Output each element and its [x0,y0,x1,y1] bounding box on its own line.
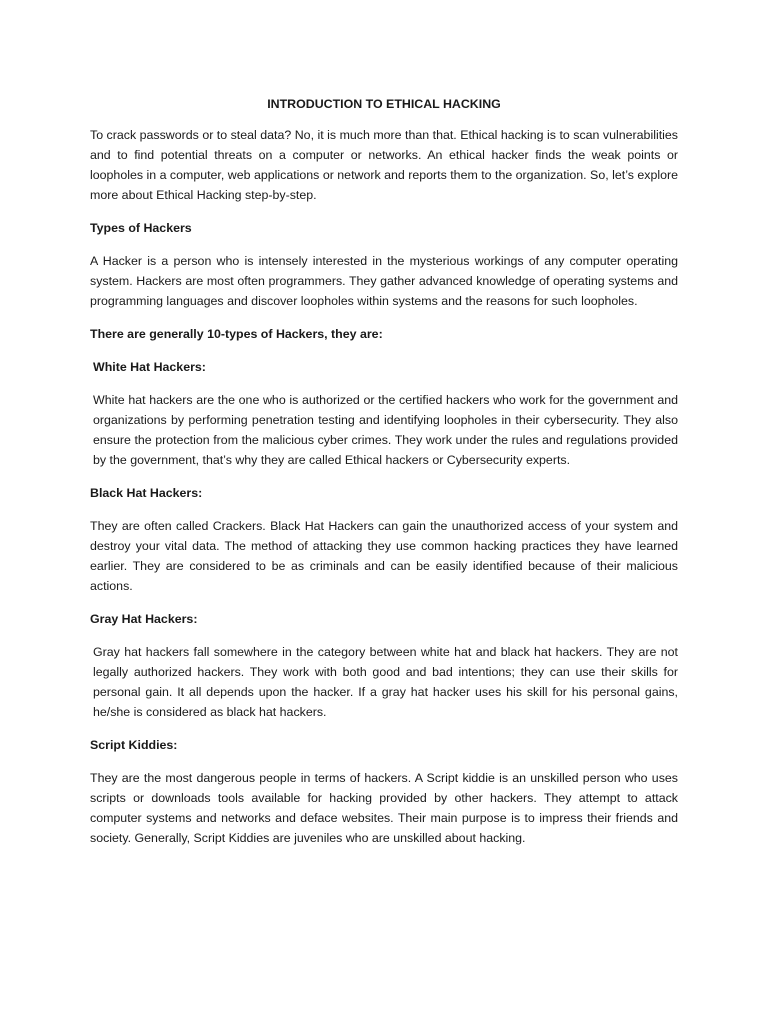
black-hat-paragraph: They are often called Crackers. Black Hat Hackers can gain the unauthorized access of your system and destroy your vital data. The method of attacking they use common hacking practices they have learned earlier. They are considered to be as criminals and can be easily identified because of their malicious actions. [90,519,678,593]
document-page [90,94,678,861]
black-hat-heading: Black Hat Hackers: [90,486,203,500]
hacker-definition-paragraph: A Hacker is a person who is intensely interested in the mysterious workings of any computer operating system. Hackers are most often programmers. They gather advanced knowledge of operating systems and programming languages and discover loopholes within systems and the reasons for such loopholes. [90,254,678,308]
white-hat-heading: White Hat Hackers: [93,360,206,374]
gray-hat-heading: Gray Hat Hackers: [90,612,198,626]
script-kiddies-paragraph: They are the most dangerous people in terms of hackers. A Script kiddie is an unskilled person who uses scripts or downloads tools available for hacking provided by other hackers. They attempt to attack computer systems and networks and deface websites. Their main purpose is to impress their friends and society. Generally, Script Kiddies are juveniles who are unskilled about hacking. [90,771,678,845]
types-intro-heading: There are generally 10-types of Hackers, they are: [90,327,383,341]
document-title: INTRODUCTION TO ETHICAL HACKING [267,97,501,111]
types-of-hackers-heading: Types of Hackers [90,221,192,235]
gray-hat-paragraph: Gray hat hackers fall somewhere in the category between white hat and black hat hackers. They are not legally authorized hackers. They work with both good and bad intentions; they can use their skills for personal gain. It all depends upon the hacker. If a gray hat hacker uses his skill for his personal gains, he/she is considered as black hat hackers. [93,645,678,719]
script-kiddies-heading: Script Kiddies: [90,738,178,752]
intro-paragraph: To crack passwords or to steal data? No, it is much more than that. Ethical hacking is to scan vulnerabilities and to find potential threats on a computer or networks. An ethical hacker finds the weak points or loopholes in a computer, web applications or network and reports them to the organization. So, let’s explore more about Ethical Hacking step-by-step. [90,128,678,202]
white-hat-paragraph: White hat hackers are the one who is authorized or the certified hackers who work for the government and organizations by performing penetration testing and identifying loopholes in their cybersecurity. They also ensure the protection from the malicious cyber crimes. They work under the rules and regulations provided by the government, that’s why they are called Ethical hackers or Cybersecurity experts. [93,393,678,467]
